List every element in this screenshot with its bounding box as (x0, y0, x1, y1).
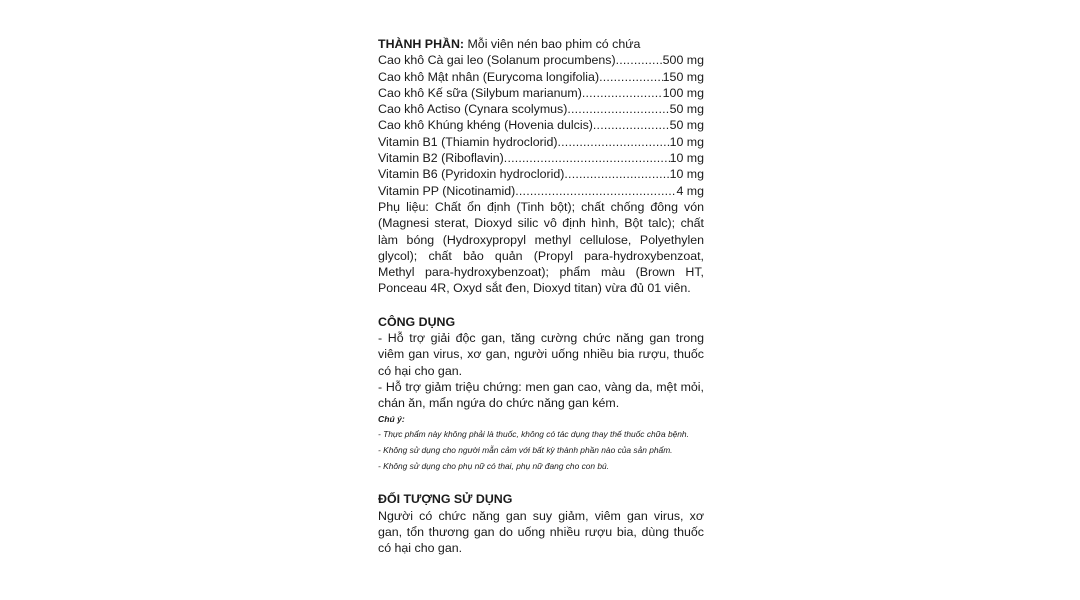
ingredient-name: Cao khô Kế sữa (Silybum marianum) (378, 85, 582, 100)
ingredient-list (378, 52, 704, 199)
section-spacer (378, 474, 704, 491)
ingredient-row (378, 101, 704, 117)
composition-heading: THÀNH PHẦN: (378, 37, 465, 51)
ingredient-name: Cao khô Actiso (Cynara scolymus) (378, 102, 568, 117)
leader-dots (504, 150, 670, 166)
ingredient-row (378, 150, 704, 166)
ingredient-name: Vitamin B1 (Thiamin hydroclorid) (378, 134, 558, 149)
leader-dots (582, 85, 663, 101)
uses-heading: CÔNG DỤNG (378, 314, 456, 329)
ingredient-row (378, 166, 704, 182)
ingredient-row (378, 52, 704, 68)
product-label-text (378, 36, 704, 557)
leader-dots (567, 101, 669, 117)
target-paragraph: Người có chức năng gan suy giảm, viêm gan virus, xơ gan, tổn thương gan do uống nhiều rượu bia, dùng thuốc có hại cho gan. (378, 508, 704, 556)
ingredient-name: Vitamin PP (Nicotinamid) (378, 183, 516, 198)
ingredient-amount: 10 mg (669, 134, 704, 149)
note-item: - Thực phẩm này không phải là thuốc, không có tác dụng thay thế thuốc chữa bệnh. (378, 428, 689, 439)
ingredient-amount: 500 mg (662, 53, 704, 68)
section-spacer (378, 297, 704, 314)
ingredient-amount: 50 mg (669, 118, 704, 133)
ingredient-row (378, 134, 704, 150)
ingredient-name: Cao khô Cà gai leo (Solanum procumbens) (378, 53, 616, 68)
ingredient-amount: 50 mg (669, 102, 704, 117)
uses-item: - Hỗ trợ giảm triệu chứng: men gan cao, vàng da, mệt mỏi, chán ăn, mẩn ngứa do chức năng gan kém. (378, 379, 704, 411)
leader-dots (564, 166, 669, 182)
ingredient-row (378, 69, 704, 85)
ingredient-name: Cao khô Khúng khéng (Hovenia dulcis) (378, 118, 593, 133)
note-item: - Không sử dụng cho phụ nữ có thai, phụ nữ đang cho con bú. (378, 461, 610, 472)
ingredient-name: Vitamin B2 (Riboflavin) (378, 151, 504, 166)
ingredient-name: Vitamin B6 (Pyridoxin hydroclorid) (378, 167, 565, 182)
note-title: Chú ý: (378, 413, 405, 424)
ingredient-amount: 10 mg (669, 151, 704, 166)
note-item: - Không sử dụng cho người mẫn cảm với bất kỳ thành phần nào của sản phẩm. (378, 444, 673, 455)
ingredient-name: Cao khô Mật nhân (Eurycoma longifolia) (378, 69, 600, 84)
leader-dots (558, 134, 670, 150)
leader-dots (593, 117, 670, 133)
ingredient-row (378, 85, 704, 101)
leader-dots (599, 69, 663, 85)
leader-dots (515, 183, 676, 199)
ingredient-amount: 4 mg (676, 183, 704, 198)
ingredient-amount: 10 mg (669, 167, 704, 182)
composition-intro: Mỗi viên nén bao phim có chứa (464, 37, 641, 51)
composition-line (378, 36, 704, 52)
ingredient-row (378, 183, 704, 199)
ingredient-amount: 150 mg (662, 69, 704, 84)
ingredient-row (378, 117, 704, 133)
ingredient-amount: 100 mg (662, 85, 704, 100)
excipients-paragraph: Phụ liệu: Chất ổn định (Tinh bột); chất chống đông vón (Magnesi sterat, Dioxyd silic vô định hình, Bột talc); chất làm bóng (Hydroxypropyl methyl cellulose, Polyethylen glycol); chất bảo quản (Propyl para-hydroxybenzoat, Methyl para-hydroxybenzoat); phẩm màu (Brown HT, Ponceau 4R, Oxyd sắt đen, Dioxyd titan) vừa đủ 01 viên. (378, 199, 704, 296)
leader-dots (616, 52, 663, 68)
uses-item: - Hỗ trợ giải độc gan, tăng cường chức năng gan trong viêm gan virus, xơ gan, người uống nhiều bia rượu, thuốc có hại cho gan. (378, 331, 704, 378)
target-heading: ĐỐI TƯỢNG SỬ DỤNG (378, 492, 513, 507)
